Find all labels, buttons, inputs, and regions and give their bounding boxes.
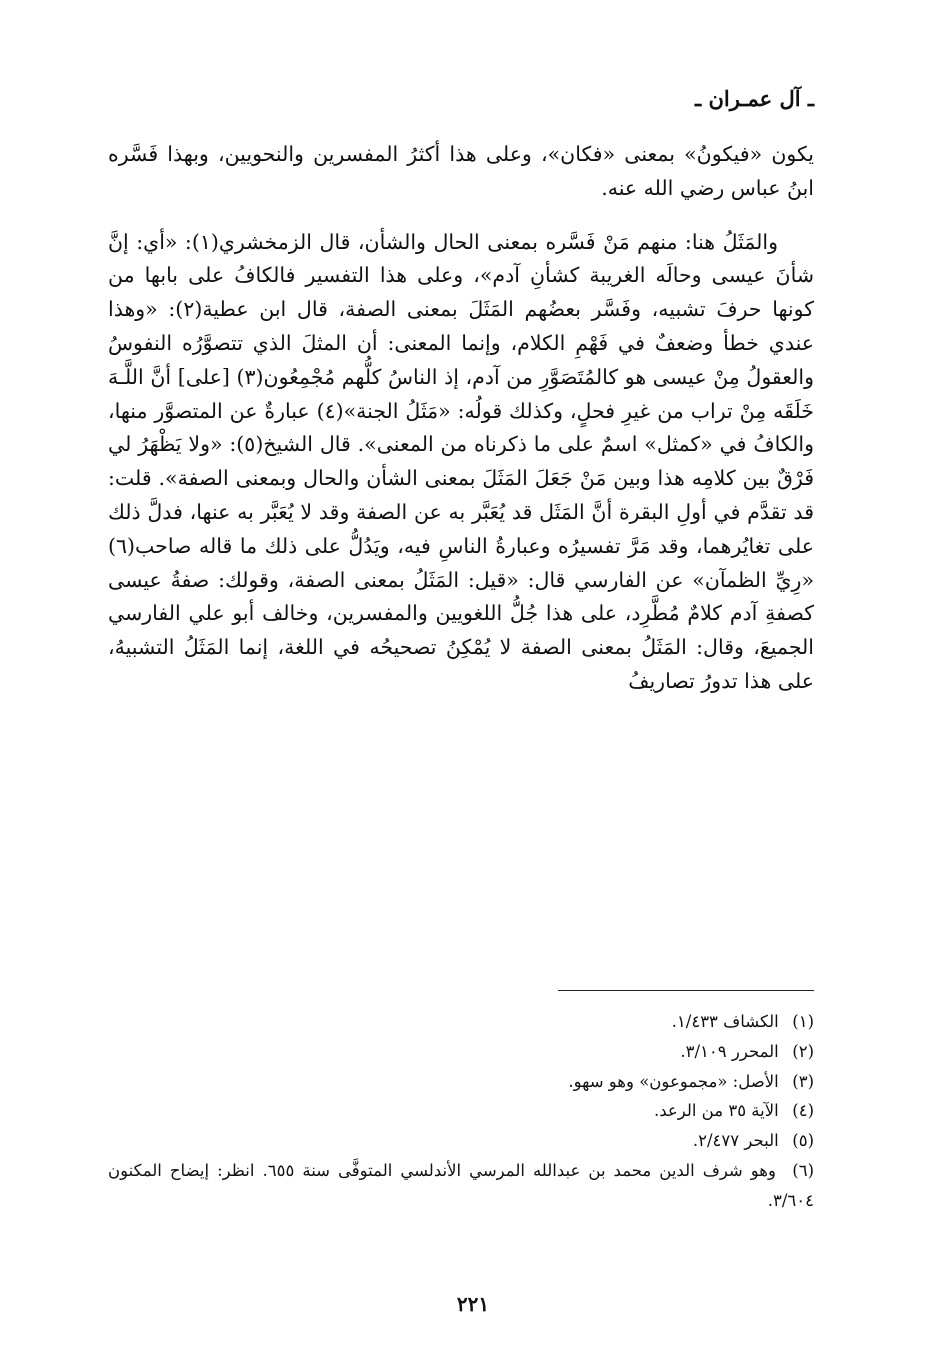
footnote-number: (٥): [792, 1131, 814, 1151]
footnote: [108, 1156, 814, 1216]
footnote: [108, 1037, 814, 1067]
footnote-text: وهو شرف الدين محمد بن عبدالله المرسي الأندلسي المتوفَّى سنة ٦٥٥. انظر: إيضاح المكنون ٣/٦٠٤.: [108, 1160, 814, 1210]
page-number: ٢٢١: [456, 1292, 490, 1316]
footnote: [108, 1096, 814, 1126]
body-text: [108, 138, 814, 719]
footnote: [108, 1126, 814, 1156]
footnote-number: (٣): [792, 1071, 814, 1091]
footnote: [108, 1067, 814, 1097]
footnotes-list: [108, 1007, 814, 1216]
footnote-number: (٢): [792, 1041, 814, 1061]
footnote-text: المحرر ٣/١٠٩.: [680, 1041, 779, 1061]
footnote-text: الأصل: «مجموعون» وهو سهو.: [568, 1071, 779, 1091]
footnote-number: (٦): [792, 1160, 814, 1180]
footnote-number: (٤): [792, 1101, 814, 1121]
paragraph: يكون «فيكونُ» بمعنى «فكان»، وعلى هذا أكثرُ المفسرين والنحويين، وبهذا فَسَّره ابنُ عباس رضي الله عنه.: [108, 142, 814, 200]
footnote-text: الآية ٣٥ من الرعد.: [653, 1101, 779, 1121]
footnote-text: الكشاف ١/٤٣٣.: [671, 1012, 779, 1031]
footnote-divider: [558, 990, 814, 991]
footnote-text: البحر ٢/٤٧٧.: [692, 1131, 779, 1151]
footnote-number: (١): [792, 1012, 814, 1031]
footnote: [108, 1007, 814, 1037]
running-header: ـ آل عمـران ـ: [695, 86, 814, 111]
paragraph: والمَثَلُ هنا: منهم مَنْ فَسَّره بمعنى الحال والشأن، قال الزمخشري(١): «أي: إنَّ شأنَ عيسى وحالَه الغريبة كشأنِ آدم»، وعلى هذا التفسير فالكافُ على بابها من كونها حرفَ تشبيه، وفَسَّر بعضُهم المَثَلَ بمعنى الصفة، قال ابن عطية(٢): «وهذا عندي خطأ وضعفٌ في فَهْمِ الكلام، وإنما المعنى: أن المثلَ الذي تتصوَّرُه النفوسُ والعقولُ مِنْ عيسى هو كالمُتَصَوَّرِ من آدم، إذ الناسُ كلُّهم مُجْمِعُون(٣) [على] أنَّ اللَّـهَ خَلَقَه مِنْ تراب من غيرِ فحلٍ، وكذلك قولُه: «مَثَلُ الجنة»(٤) عبارةٌ عن المتصوَّر منها، والكافُ في «كمثل» اسمٌ على ما ذكرناه من المعنى». قال الشيخ(٥): «ولا يَظْهَرُ لي فَرْقٌ بين كلامِه هذا وبين مَنْ جَعَلَ المَثَلَ بمعنى الشأن والحال وبمعنى الصفة». قلت: قد تقدَّم في أولِ البقرة أنَّ المَثَل قد يُعَبَّر به عن الصفة وقد لا يُعَبَّر به عنها، فدلَّ ذلك على تغايُرهما، وقد مَرَّ تفسيرُه وعبارةُ الناسِ فيه، ويَدُلُّ على ذلك ما قاله صاحب(٦) «رِيِّ الظمآن» عن الفارسي قال: «قيل: المَثَلُ بمعنى الصفة، وقولك: صفةُ عيسى كصفةِ آدم كلامٌ مُطَّرِد، على هذا جُلُّ اللغويين والمفسرين، وخالف أبو علي الفارسي الجميعَ، وقال: المَثَلُ بمعنى الصفة لا يُمْكِنُ تصحيحُه في اللغة، إنما المَثَلُ التشبيهُ، على هذا تدورُ تصاريفُ: [108, 229, 815, 693]
